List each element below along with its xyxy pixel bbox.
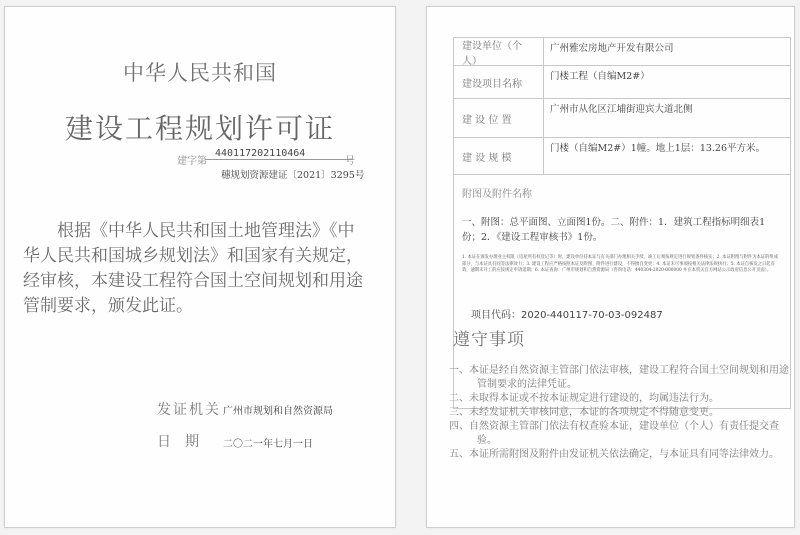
list-item: 三、未经发证机关审核同意，本证的各项规定不得随意变更。 — [449, 407, 719, 418]
table-row — [454, 38, 790, 66]
permit-detail-page — [426, 6, 795, 528]
country-name: 中华人民共和国 — [123, 61, 277, 85]
permit-no-label: 建字第 — [177, 156, 207, 167]
row-label: 建设项目名称 — [454, 66, 544, 98]
rules-list — [449, 364, 789, 462]
notice-title: 遵守事项 — [453, 330, 525, 350]
row-value: 门楼工程（自编M2#） — [550, 71, 650, 82]
list-item: 五、本证所需附图及附件由发证机关依法确定，与本证具有同等法律效力。 — [449, 449, 779, 460]
statement-line: 根据《中华人民共和国土地管理法》《中 — [57, 221, 355, 241]
row-value: 广州市从化区江埔街迎宾大道北侧 — [550, 104, 693, 115]
list-item: 四、自然资源主管部门依法有权查验本证，建设单位（个人）有责任提交查验。 — [449, 421, 779, 446]
permit-no-suffix: 号 — [345, 156, 355, 167]
permit-number: 440117202110464 — [205, 148, 353, 160]
issuer-label: 发证机关 — [157, 402, 221, 418]
list-item: 二、未取得本证或不按本证规定进行建设的，均属违法行为。 — [449, 393, 719, 404]
project-code: 项目代码：2020-440117-70-03-092487 — [471, 310, 663, 321]
row-label: 建 设 规 模 — [454, 138, 544, 174]
row-label: 建设单位（个人） — [454, 38, 544, 65]
row-value: 门楼（自编M2#）1幢。地上1层：13.26平方米。 — [550, 143, 766, 154]
permit-cover-page — [4, 6, 396, 528]
issue-date: 二〇二一年七月一日 — [223, 439, 313, 450]
document-number: 穗规划资源建证〔2021〕3295号 — [221, 170, 365, 181]
table-row — [454, 138, 790, 175]
table-row — [454, 99, 790, 138]
project-info-table — [453, 37, 791, 409]
statement-line: 经审核，本建设工程符合国土空间规划和用途 — [23, 271, 363, 291]
attachments-text: 一、附图：总平面图、立面图1份。二、附件：1．建筑工程指标明细表1份；2．《建设工程审核书》1份。 — [462, 217, 766, 243]
statement-line: 管制要求，颁发此证。 — [23, 296, 193, 316]
table-row — [454, 66, 790, 99]
statement-line: 华人民共和国城乡规划法》和国家有关规定， — [23, 246, 363, 266]
list-item: 一、本证是经自然资源主管部门依法审核，建设工程符合国土空间规划和用途管制要求的法律凭证。 — [449, 365, 789, 390]
permit-statement — [23, 219, 379, 319]
attachments-label: 附图及附件名称 — [462, 189, 532, 200]
date-label: 日期 — [157, 434, 213, 450]
fine-print: 1. 本证在颁发办理业主权限（房屋所有权登记等）时，建设单位持本证与有关部门办理相关手续，竣工后须按规定进行规划条件核实；2. 本证附图与附件为本证的组成部分，与本证具有同等法律效力；3. 建设工程应严格按照本证及附图、附件进行建设，不得擅自变更；4. 本证未尽事项按相关法律法规执行；5. 本证自核发之日起有效，逾期未开工的应按规定申请延期；6. 本证查询：广州市规划和自然资源局（咨询电话：440304-2020-000000 并在本机关官方网站公示政府信息公开页面）。 — [462, 255, 779, 273]
row-value: 广州雅宏房地产开发有限公司 — [550, 43, 674, 54]
permit-title: 建设工程规划许可证 — [64, 112, 335, 145]
issuer-name: 广州市规划和自然资源局 — [223, 406, 333, 417]
row-label: 建 设 位 置 — [454, 99, 544, 137]
